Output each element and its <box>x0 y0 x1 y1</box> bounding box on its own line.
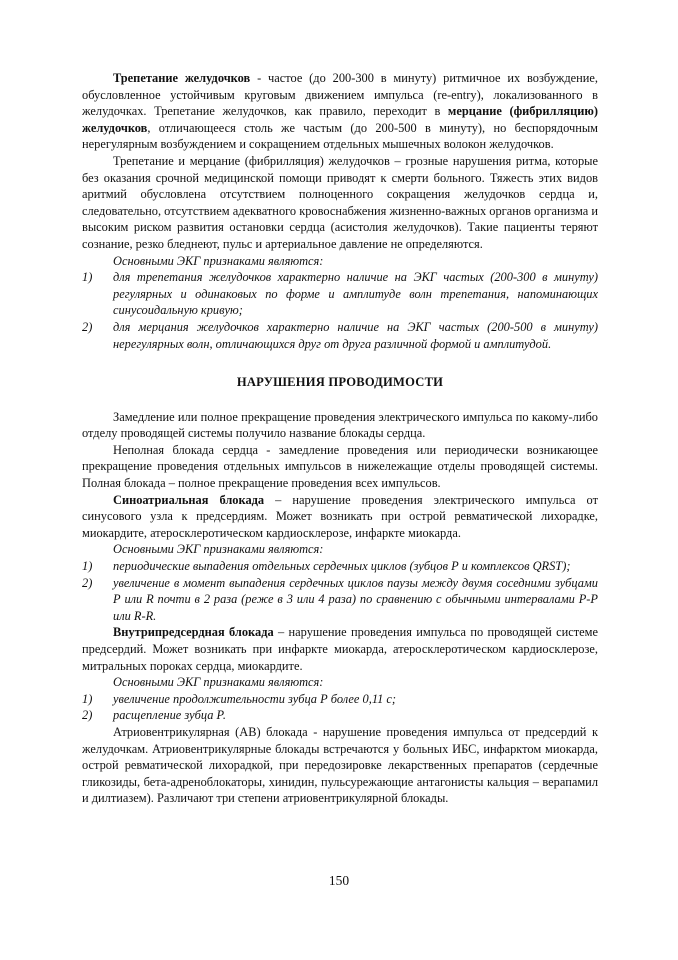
list-text: для трепетания желудочков характерно наличие на ЭКГ частых (200-300 в минуту) регулярных и одинаковых по форме и амплитуде волн трепетания, напоминающих синусоидальную кривую; <box>113 270 598 318</box>
paragraph-text: , отличающееся столь же частым (до 200-500 в минуту), но беспорядочным нерегулярным возбуждением и сокращением отдельных мышечных волокон желудочков. <box>82 120 598 152</box>
list-text: расщепление зубца Р. <box>113 708 226 723</box>
term-intraatrial-block: Внутрипредсердная блокада <box>113 625 274 640</box>
list-item <box>82 269 598 319</box>
list-item <box>82 575 598 625</box>
paragraph-incomplete-block: Неполная блокада сердца - замедление проведения или периодически возникающее прекращение проведения отдельных импульсов в нижележащие отделы проводящей системы. Полная блокада – полное прекращение проведения всех импульсов. <box>82 442 598 491</box>
list-intro: Основными ЭКГ признаками являются: <box>113 542 324 557</box>
list-number: 1) <box>82 270 93 285</box>
term-ventricular-flutter: Трепетание желудочков <box>113 71 251 85</box>
page-body <box>82 70 598 807</box>
paragraph-text: – нарушение проведения электрического импульса от синусового узла к предсердиям. Может возникать при острой ревматической лихорадке, миокардите, атеросклеротическом кардиосклерозе, инфаркте миокарда. <box>82 492 598 540</box>
list-item <box>82 707 598 724</box>
paragraph-intraatrial-block <box>82 624 598 674</box>
paragraph-sinoatrial-block <box>82 492 598 542</box>
list-text: для мерцания желудочков характерно наличие на ЭКГ частых (200-500 в минуту) нерегулярных волн, отличающихся друг от друга различной формой и амплитудой. <box>113 319 598 351</box>
list-number: 1) <box>82 691 93 706</box>
list-item <box>82 558 598 575</box>
list-number: 1) <box>82 559 93 574</box>
paragraph-text: - частое (до 200-300 в минуту) ритмичное их возбуждение, обусловленное устойчивым круговым движением импульса (re-entry), локализованного в желудочках. Трепетание желудочков, как правило, переходит в <box>82 71 598 119</box>
list-number: 2) <box>82 319 93 334</box>
list-number: 2) <box>82 708 93 723</box>
term-sinoatrial-block: Синоатриальная блокада <box>113 492 265 507</box>
paragraph-danger: Трепетание и мерцание (фибрилляция) желудочков – грозные нарушения ритма, которые без оказания срочной медицинской помощи приводят к смерти больного. Тяжесть этих видов аритмий обусловлена отсутствием полноценного сокращения желудочков сердца и, следовательно, отсутствием адекватного кровоснабжения жизненно-важных органов организма и высоким риском развития остановки сердца (асистолия желудочков). Такие пациенты теряют сознание, резко бледнеют, пульс и артериальное давление не определяются. <box>82 153 598 251</box>
list-item <box>82 691 598 708</box>
section-heading: НАРУШЕНИЯ ПРОВОДИМОСТИ <box>236 375 444 390</box>
page-number: 150 <box>328 873 350 888</box>
term-ventricular-fibrillation: мерцание (фибрилляцию) желудочков <box>82 104 598 135</box>
paragraph-text: – нарушение проведения импульса по проводящей системе предсердий. Может возникать при инфаркте миокарда, атеросклеротическом кардиосклерозе, митральных пороках сердца, миокардите. <box>82 625 598 673</box>
list-intro: Основными ЭКГ признаками являются: <box>113 675 324 690</box>
paragraph-heart-block: Замедление или полное прекращение проведения электрического импульса по какому-либо отделу проводящей системы получило название блокады сердца. <box>82 409 598 441</box>
paragraph-av-block: Атриовентрикулярная (АВ) блокада - нарушение проведения импульса от предсердий к желудочкам. Атриовентрикулярные блокады встречаются у больных ИБС, инфарктом миокарда, острой ревматической лихорадкой, при передозировке лекарственных препаратов (сердечные гликозиды, бета-адреноблокаторы, хинидин, пульсурежающие антагонисты кальция – верапамил и дилтиазем). Различают три степени атриовентрикулярной блокады. <box>82 724 598 806</box>
list-text: увеличение продолжительности зубца Р более 0,11 с; <box>113 691 397 706</box>
list-intro: Основными ЭКГ признаками являются: <box>113 253 324 268</box>
list-item <box>82 319 598 352</box>
paragraph-ventricular-flutter <box>82 70 598 153</box>
list-number: 2) <box>82 575 93 590</box>
list-text: увеличение в момент выпадения сердечных циклов паузы между двумя соседними зубцами Р или R почти в 2 раза (реже в 3 или 4 раза) по сравнению с обычными интервалами Р-Р или R-R. <box>113 575 598 623</box>
list-text: периодические выпадения отдельных сердечных циклов (зубцов Р и комплексов QRST); <box>113 559 571 574</box>
